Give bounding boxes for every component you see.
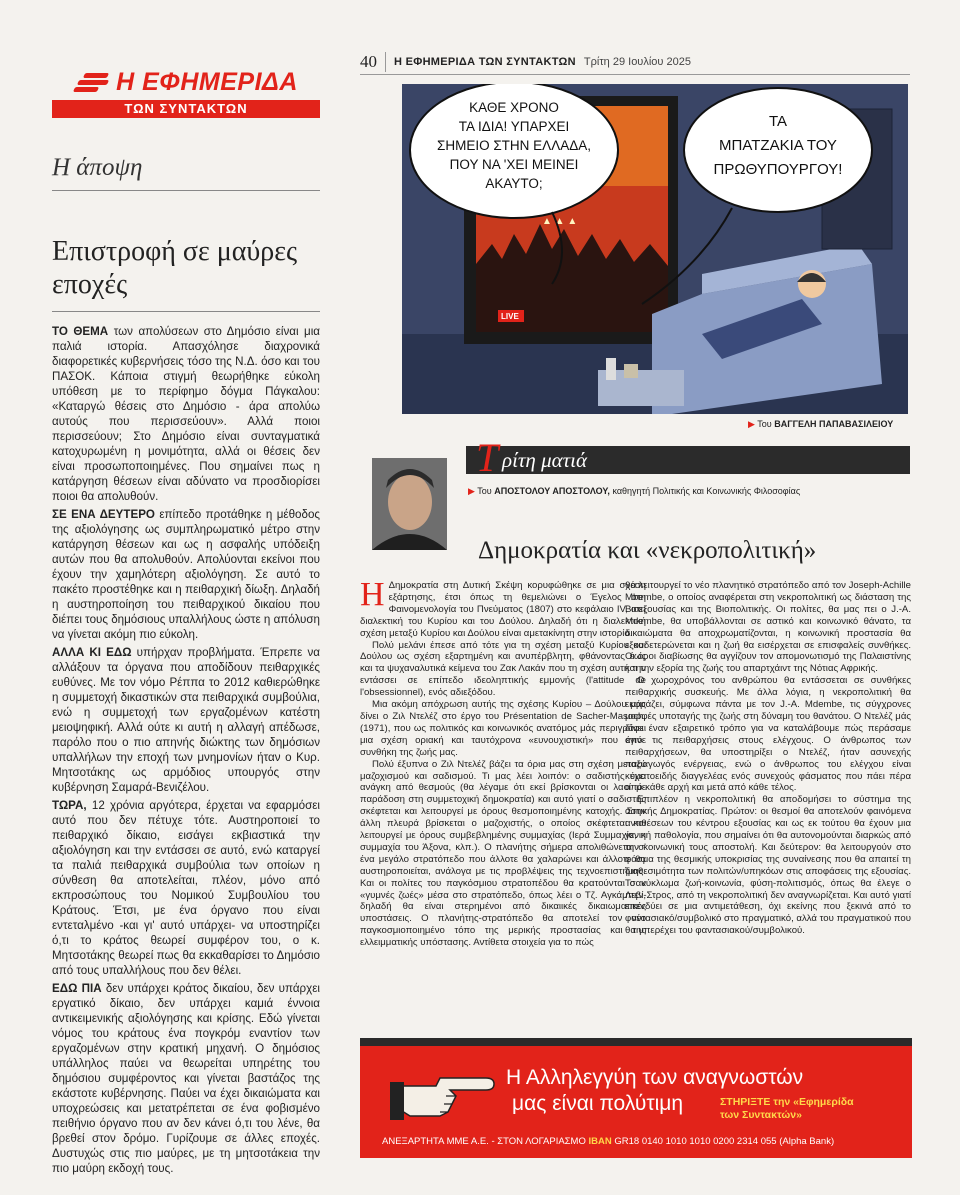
triangle-icon: ▶ — [468, 486, 475, 496]
page-number: 40 — [360, 52, 386, 72]
editorial-cartoon — [402, 84, 908, 414]
paragraph-text: υπήρχαν προβλήματα. Έπρεπε να αλλάξουν τα όργανα που αποδίδουν πειθαρχικές ευθύνες. Με τον νόμο Ρέππα το 2012 καθιερώθηκε η συμμετοχή δικαστικών στα πειθαρχικά συμβούλια, ενώ η συμμετοχή των εργαζομένων κατέστη μειοψηφική. Αλλά ούτε κι αυτή η αλλαγή απέδωσε, παρόλο που ο πιο απηνής διώκτης των δημόσιων υπαλλήλων την εποχή των μνημονίων ήταν ο Κυρ. Μητσοτάκης ως αρμόδιος υπουργός στην κυβέρνηση Σαμαρά-Βενιζέλου. — [52, 646, 320, 794]
bubble-line: ΤΑ ΙΔΙΑ! ΥΠΑΡΧΕΙ — [458, 119, 570, 134]
article-paragraph: Επιπλέον η νεκροπολιτική θα αποδομήσει το σύστημα της αστικής Δημοκρατίας. Πρώτον: οι θεσμοί θα αποτελούν φαινόμενα αντιθέσεων του κέντρου εξουσίας και ως εκ τούτου θα έχουν μια γενική παθολογία, που σημαίνει ότι θα αυτονομούνται διαρκώς από την κοινωνική τους αποστολή. Και δεύτερον: θα λειτουργούν στο φάσμα της θεσμικής υποκρισίας της συναίνεσης που θα απαιτεί τη διαθεσιμότητα των πολιτών/υπηκόων στις αποφάσεις της εξουσίας. Το κύκλωμα ζωή-κοινωνία, φύση-πολιτισμός, όπως θα έλεγε ο Λεβί-Στρος, από τη νεκροπολιτική δεν αναγνωρίζεται. Και αυτό γιατί επενδύει σε μια αντιμετάθεση, όχι εκείνης που ξεκινά από το φαντασιακό/συμβολικό στο πραγματικό, αλλά του πραγματικού που θα υπερέχει του φαντασιακού/συμβολικού. — [625, 794, 911, 937]
logo-mark-icon — [74, 73, 110, 93]
column-header-bar — [466, 435, 910, 480]
bubble-line: ΠΟΥ ΝΑ 'ΧΕΙ ΜΕΙΝΕΙ — [449, 157, 579, 172]
editorial-paragraph — [52, 981, 320, 1176]
article-title: Δημοκρατία και «νεκροπολιτική» — [478, 537, 817, 564]
bubble-line: ΚΑΘΕ ΧΡΟΝΟ — [469, 100, 559, 115]
article-paragraph: Ο χωροχρόνος του ανθρώπου θα εντάσσεται σε συνθήκες πειθαρχικής συσκευής. Με άλλα λόγια, η νεκροπολιτική θα εκφράζει, σύμφωνα πάντα με τον J.-A. Mdembe, τις σύγχρονες μορφές υποταγής της ζωής στη δύναμη του θανάτου. Ο Ντελέζ μάς δίνει έναν εξαιρετικό τρόπο για να καταλάβουμε πώς περάσαμε από τις πειθαρχήσεις στους ελέγχους. Ο άνθρωπος των πειθαρχήσεων, θα υποστηρίξει ο Ντελέζ, ήταν ασυνεχής παραγωγός ενέργειας, ενώ ο άνθρωπος του ελέγχου είναι κυματοειδής διαγγελέας ενός συνεχούς φάσματος που πάει πέρα από κάθε αρχή και μετά από κάθε τέλος. — [625, 675, 911, 794]
paragraph-text: επίπεδο προτάθηκε η μέθοδος της αξιολόγησης ως συμπληρωματικό μέτρο στην κατάργηση θέσεων και ως η ασφαλής υπόδειξη αυτών που θα απολυθούν. Απολύονται εκείνοι που έχουν την χαμηλότερη αξιολόγηση. Σε αυτό το πακέτο προστέθηκε και η πειθαρχική δίωξη. Δηλαδή η αυστηροποίηση του πειθαρχικού δικαίου που διέπει τους δημόσιους υπαλλήλους ώστε η απόλυση να γίνεται ακόμη πιο εύκολη. — [52, 508, 320, 641]
article-paragraph: Μια ακόμη απόχρωση αυτής της σχέσης Κυρίου – Δούλου μάς δίνει ο Ζιλ Ντελέζ στο έργο του Présentation de Sacher-Masoch, (1971), που ως πολιτικός και κοινωνικός ανατόμος μάς περιγράφει μια σχέση οριακή και ταυτόχρονα «ευνουχιστική» που έγινε συνθήκη της ζωής μας. — [360, 699, 646, 758]
paragraph-lead: ΣΕ ΕΝΑ ΔΕΥΤΕΡΟ — [52, 508, 155, 521]
masthead-title: Η ΕΦΗΜΕΡΙΔΑ — [116, 68, 298, 96]
paragraph-lead: ΤΩΡΑ, — [52, 799, 87, 812]
paragraph-lead: ΤΟ ΘΕΜΑ — [52, 325, 109, 338]
solidarity-ad-banner[interactable] — [360, 1038, 912, 1158]
article-paragraph: Πολύ έξυπνα ο Ζιλ Ντελέζ βάζει τα όρια μας στη σχέση μεταξύ μαζοχισμού και σαδισμού. Τι μας λέει λοιπόν: ο σαδιστής έχει ανάγκη από θεσμούς (θα λέγαμε ότι εκεί βρίσκονται οι λαοί με παράδοση στη συμμετοχική δημοκρατία) και αυτό γιατί ο σαδιστής σκέφτεται και λειτουργεί με όρους θεσμοποιημένης κατοχής. Στην άλλη πλευρά βρίσκεται ο μαζοχιστής, ο οποίος σκέφτεται και λειτουργεί με όρους συμβεβλημένης συμμαχίας (Ιερά Συμμαχία, η συμμαχία του Άξονα, κλπ.). Ο πλανήτης σήμερα απολιθώνεται σ' ένα μεγάλο στρατόπεδο που άλλοτε θα χαλαρώνει και άλλοτε θα αυστηροποιείται, ανάλογα με τις προβλέψεις της τεχνοεπιστήμης. Και οι πολίτες του παγκόσμιου στρατοπέδου θα κρατούνται σαν «γυμνές ζωές» μέσα στο στρατόπεδο, όπως λέει ο Τζ. Αγκάμπεν, δηλαδή θα είναι στερημένοι από δικαιικές δικαιωματικές υποστάσεις. Ο πλανήτης-στρατόπεδο θα αποτελεί τον νέο παγκοσμιοποιημένο τόπο της μερικής προστασίας και της ελλειμματικής υπόστασης. Αντίθετα στοιχεία για το πώς — [360, 758, 646, 949]
drop-cap: Η — [360, 576, 385, 613]
paragraph-lead: ΑΛΛΑ ΚΙ ΕΔΩ — [52, 646, 132, 659]
ad-subtitle: μας είναι πολύτιμη — [512, 1092, 684, 1115]
editorial-paragraph — [52, 798, 320, 978]
column-initial: Τ — [476, 435, 499, 480]
article-paragraph: θα λειτουργεί το νέο πλανητικό στρατόπεδο από τον Joseph-Achille Mbembe, ο οποίος αναφέρεται στη νεκροπολιτική ως διάσταση της Βιοεξουσίας και της Βιοπολιτικής. Οι πολίτες, θα μας πει ο J.-A. Mdembe, θα υποβάλλονται σε αστικό και κοινωνικό θάνατο, τα δικαιώματα θα αποχρωματίζονται, η κοινωνική προστασία θα εξουδετερώνεται και η ζωή θα εισέρχεται σε επισφαλείς συνθήκες. Οι όροι διαβίωσης θα αγγίζουν τον απομονωτισμό της Παλαιστίνης και την εξορία της ζωής του απαρτχάιντ της Νότιας Αφρικής. — [625, 580, 911, 675]
editorial-paragraph — [52, 324, 320, 504]
iban-number: GR18 0140 1010 1010 0200 2314 055 — [614, 1136, 777, 1147]
author-role: καθηγητή Πολιτικής και Κοινωνικής Φιλοσοφίας — [612, 486, 801, 496]
editorial-body — [52, 324, 320, 1176]
support-line-2: των Συντακτών» — [720, 1109, 802, 1121]
author-byline — [468, 486, 800, 497]
bubble-line: ΜΠΑΤΖΑΚΙΑ ΤΟΥ — [719, 137, 837, 154]
cartoon-illustration — [402, 84, 908, 414]
article-paragraph: Πολύ μελάνι έπεσε από τότε για τη σχέση μεταξύ Κυρίου και Δούλου ως σχέση εξαρτημένη και ανυπέρβλητη, φθάνοντας έως και τα ψυχαναλυτικά κείμενα του Ζακ Λακάν που τη σχέση αυτή την εντάσσει σε επίπεδο ιδεοληπτικής εμμονής (l'attitude de l'obsessionnel), ενός αδιεξόδου. — [360, 639, 646, 699]
bubble-line: ΤΑ — [768, 113, 788, 130]
bubble-line: ΑΚΑΥΤΟ; — [485, 176, 543, 191]
ad-title: Η Αλληλεγγύη των αναγνωστών — [506, 1066, 804, 1089]
column-name: ρίτη ματιά — [502, 448, 588, 472]
paragraph-lead: ΕΔΩ ΠΙΑ — [52, 982, 102, 995]
iban-prefix: ΑΝΕΞΑΡΤΗΤΑ ΜΜΕ Α.Ε. - ΣΤΟΝ ΛΟΓΑΡΙΑΣΜΟ — [382, 1136, 586, 1147]
cartoon-credit — [748, 419, 893, 430]
section-label: Η άποψη — [52, 154, 320, 191]
editorial-column — [52, 68, 320, 1179]
editorial-headline: Επιστροφή σε μαύρες εποχές — [52, 235, 320, 312]
byline-prefix: Του — [477, 486, 492, 496]
article-column-1 — [360, 576, 646, 949]
bubble-line: ΠΡΩΘΥΠΟΥΡΓΟΥ! — [713, 161, 843, 178]
paper-name: Η ΕΦΗΜΕΡΙΔΑ ΤΩΝ ΣΥΝΤΑΚΤΩΝ — [394, 56, 576, 68]
credit-name: ΒΑΓΓΕΛΗ ΠΑΠΑΒΑΣΙΛΕΙΟΥ — [774, 419, 894, 429]
ad-top-stripe — [360, 1038, 912, 1046]
author-name: ΑΠΟΣΤΟΛΟΥ ΑΠΟΣΤΟΛΟΥ, — [494, 486, 610, 496]
iban-label: IBAN — [588, 1136, 612, 1147]
issue-date: Τρίτη 29 Ιουλίου 2025 — [583, 56, 691, 68]
live-badge-text: LIVE — [501, 312, 519, 321]
svg-text:▲ ▲ ▲: ▲ ▲ ▲ — [542, 216, 578, 227]
masthead — [52, 68, 320, 118]
bubble-line: ΣΗΜΕΙΟ ΣΤΗΝ ΕΛΛΑΔΑ, — [436, 138, 592, 153]
article-column-2 — [625, 580, 911, 937]
triangle-icon: ▶ — [748, 419, 755, 429]
bank-name: (Alpha Bank) — [779, 1136, 835, 1147]
paragraph-text: Δημοκρατία στη Δυτική Σκέψη κορυφώθηκε σε μια σχέση εξάρτησης, έτσι όπως τη θεμελιώνει ο Έγελος στη Φαινομενολογία του Πνεύματος (1807) στο κεφάλαιο IV, στη διαλεκτική του Κυρίου και του Δούλου. Δηλαδή ότι η διαλεκτική σχέση μεταξύ Κυρίου και Δούλου είναι αμετακίνητη στην ιστορία. — [360, 580, 646, 639]
paragraph-text: δεν υπάρχει κράτος δικαίου, δεν υπάρχει εργατικό δίκαιο, δεν υπάρχει καμιά έννοια αντικειμενικής αξιολόγησης και κρίσης. Εδώ γίνεται νόμος του κράτους ένα πογκρόμ εναντίον των εργαζομένων στην κρατική μηχανή. Ο δημόσιος υπάλληλος παύει να θεωρείται υπηρέτης του δημόσιου συμφέροντος και γίνεται βαστάζος της εκάστοτε κυβέρνησης. Παύει να έχει δικαιώματα και υποχρεώσεις και μετατρέπεται σε ένα φοβισμένο πειθήνιο όργανο που αν δεν κάνει ό,τι του λένε, θα βρεθεί στον δρόμο. Γυρίζουμε σε άλλες εποχές. Δυστυχώς στις πιο μαύρες, με τη μητσοτάκεια την πιο μαύρη εκδοχή τους. — [52, 982, 320, 1175]
ad-support-call — [720, 1096, 854, 1122]
masthead-subtitle: ΤΩΝ ΣΥΝΤΑΚΤΩΝ — [52, 100, 320, 118]
editorial-paragraph — [52, 507, 320, 642]
paragraph-text: 12 χρόνια αργότερα, έρχεται να εφαρμόσει αυτό που δεν πέτυχε τότε. Αυστηροποιεί το πειθαρχικό δίκαιο, εισάγει εκβιαστικά την αξιολόγηση και την εντάσσει σε αυτό, ενώ καταργεί τα παλιά πειθαρχικά συμβούλια των οποίων η σύνθεση θα αποτελείται, πλέον, μόνο από εκπροσώπους του Νομικού Συμβουλίου του Κράτους. Έτσι, με ένα όργανο που είναι εντεταλμένο -και γι' αυτό υπάρχει- να υποστηρίζει ό,τι το κράτος θεωρεί συμφέρον του, ο κ. Μητσοτάκης θεωρεί πως θα εκκαθαρίσει το Δημόσιο από τους υπαλλήλους που δεν θέλει. — [52, 799, 320, 977]
editorial-paragraph — [52, 645, 320, 795]
support-line-1: ΣΤΗΡΙΞΤΕ την «Εφημερίδα — [720, 1096, 854, 1108]
paragraph-text: των απολύσεων στο Δημόσιο είναι μια παλιά ιστορία. Απασχόλησε διαχρονικά διαφορετικές κυβερνήσεις τόσο της Ν.Δ. όσο και του ΠΑΣΟΚ. Κάποια στιγμή θεωρήθηκε εύκολη υπόθεση με το περίφημο δόγμα Πάγκαλου: «Καταργώ θέσεις στο Δημόσιο - άρα απολύω αυτούς που περισσεύουν». Αλλά ποιοι περισσεύουν; Στο Δημόσιο είναι συνταγματικά κατοχυρωμένη η μονιμότητα, αλλά οι θέσεις δεν είναι προσωποποιημένες. Που σημαίνει πως η κατάργηση θέσεων είναι αδύνατο να προσδιορίσει ποιοι θα απολυθούν. — [52, 325, 320, 503]
article-paragraph — [360, 576, 646, 640]
page-header-bar — [360, 50, 910, 75]
pointing-hand-icon — [390, 1056, 500, 1128]
credit-prefix: Του — [757, 419, 772, 429]
ad-bank-details — [382, 1136, 834, 1147]
author-portrait — [372, 458, 447, 550]
